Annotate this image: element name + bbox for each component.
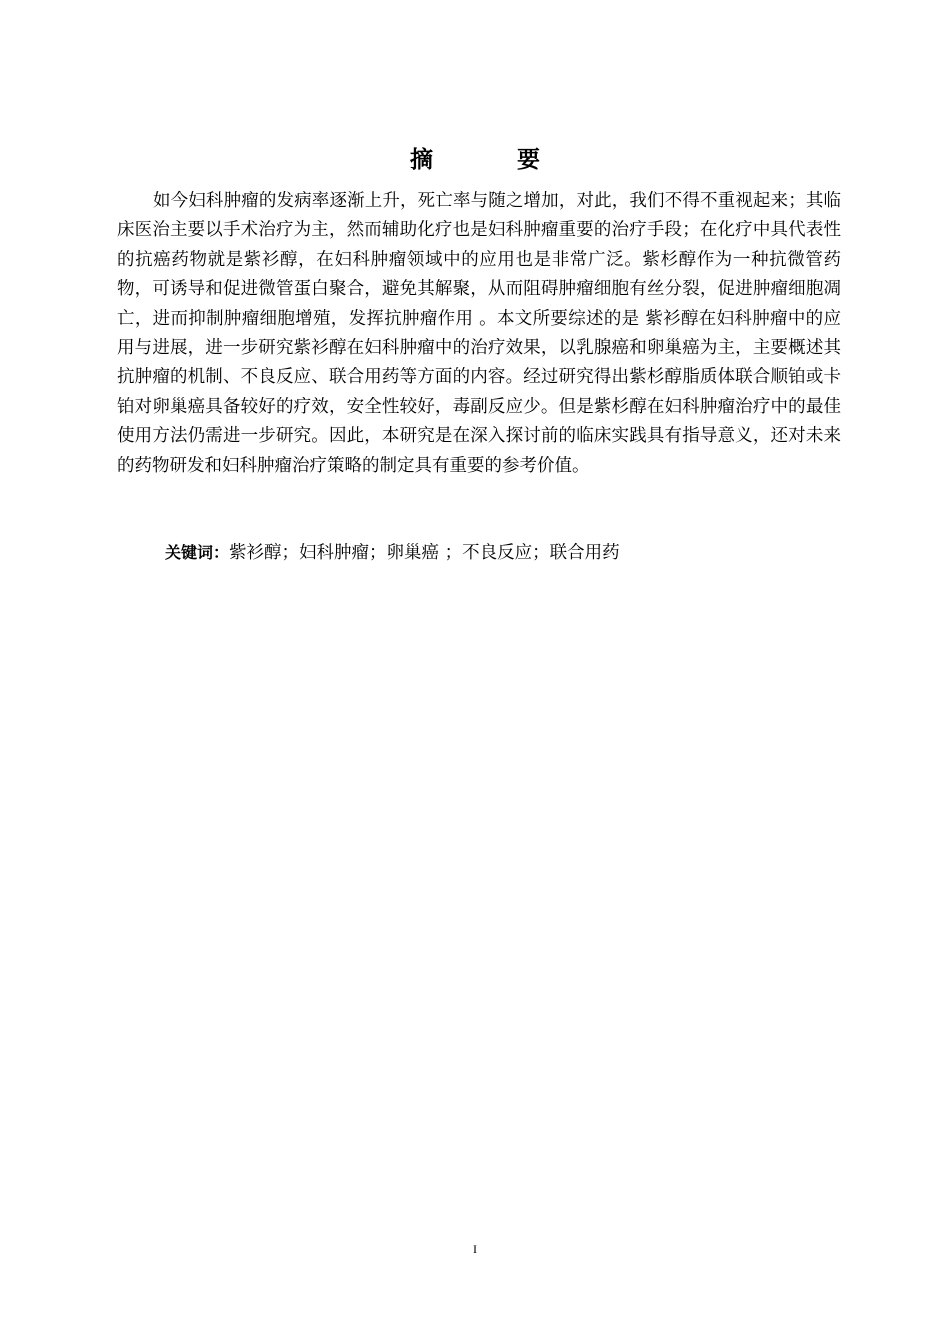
abstract-body: 如今妇科肿瘤的发病率逐渐上升，死亡率与随之增加，对此，我们不得不重视起来；其临床医治主要以手术治疗为主，然而辅助化疗也是妇科肿瘤重要的治疗手段；在化疗中具代表性的抗癌药物就是紫衫醇，在妇科肿瘤领域中的应用也是非常广泛。紫杉醇作为一种抗微管药物，可诱导和促进微管蛋白聚合，避免其解聚，从而阻碍肿瘤细胞有丝分裂，促进肿瘤细胞凋亡，进而抑制肿瘤细胞增殖，发挥抗肿瘤作用 。本文所要综述的是 紫衫醇在妇科肿瘤中的应用与进展，进一步研究紫衫醇在妇科肿瘤中的治疗效果，以乳腺癌和卵巢癌为主，主要概述其抗肿瘤的机制、不良反应、联合用药等方面的内容。经过研究得出紫杉醇脂质体联合顺铂或卡铂对卵巢癌具备较好的疗效，安全性较好，毒副反应少。但是紫杉醇在妇科肿瘤治疗中的最佳使用方法仍需进一步研究。因此，本研究是在深入探讨前的临床实践具有指导意义，还对未来的药物研发和妇科肿瘤治疗策略的制定具有重要的参考价值。 [117, 191, 841, 476]
abstract-title: 摘 要 [409, 147, 578, 173]
keywords-line [165, 538, 845, 568]
keywords-label: 关键词： [165, 543, 230, 562]
keywords-text: 紫衫醇；妇科肿瘤；卵巢癌 ；不良反应；联合用药 [229, 543, 620, 563]
page-number: I [473, 1242, 477, 1256]
